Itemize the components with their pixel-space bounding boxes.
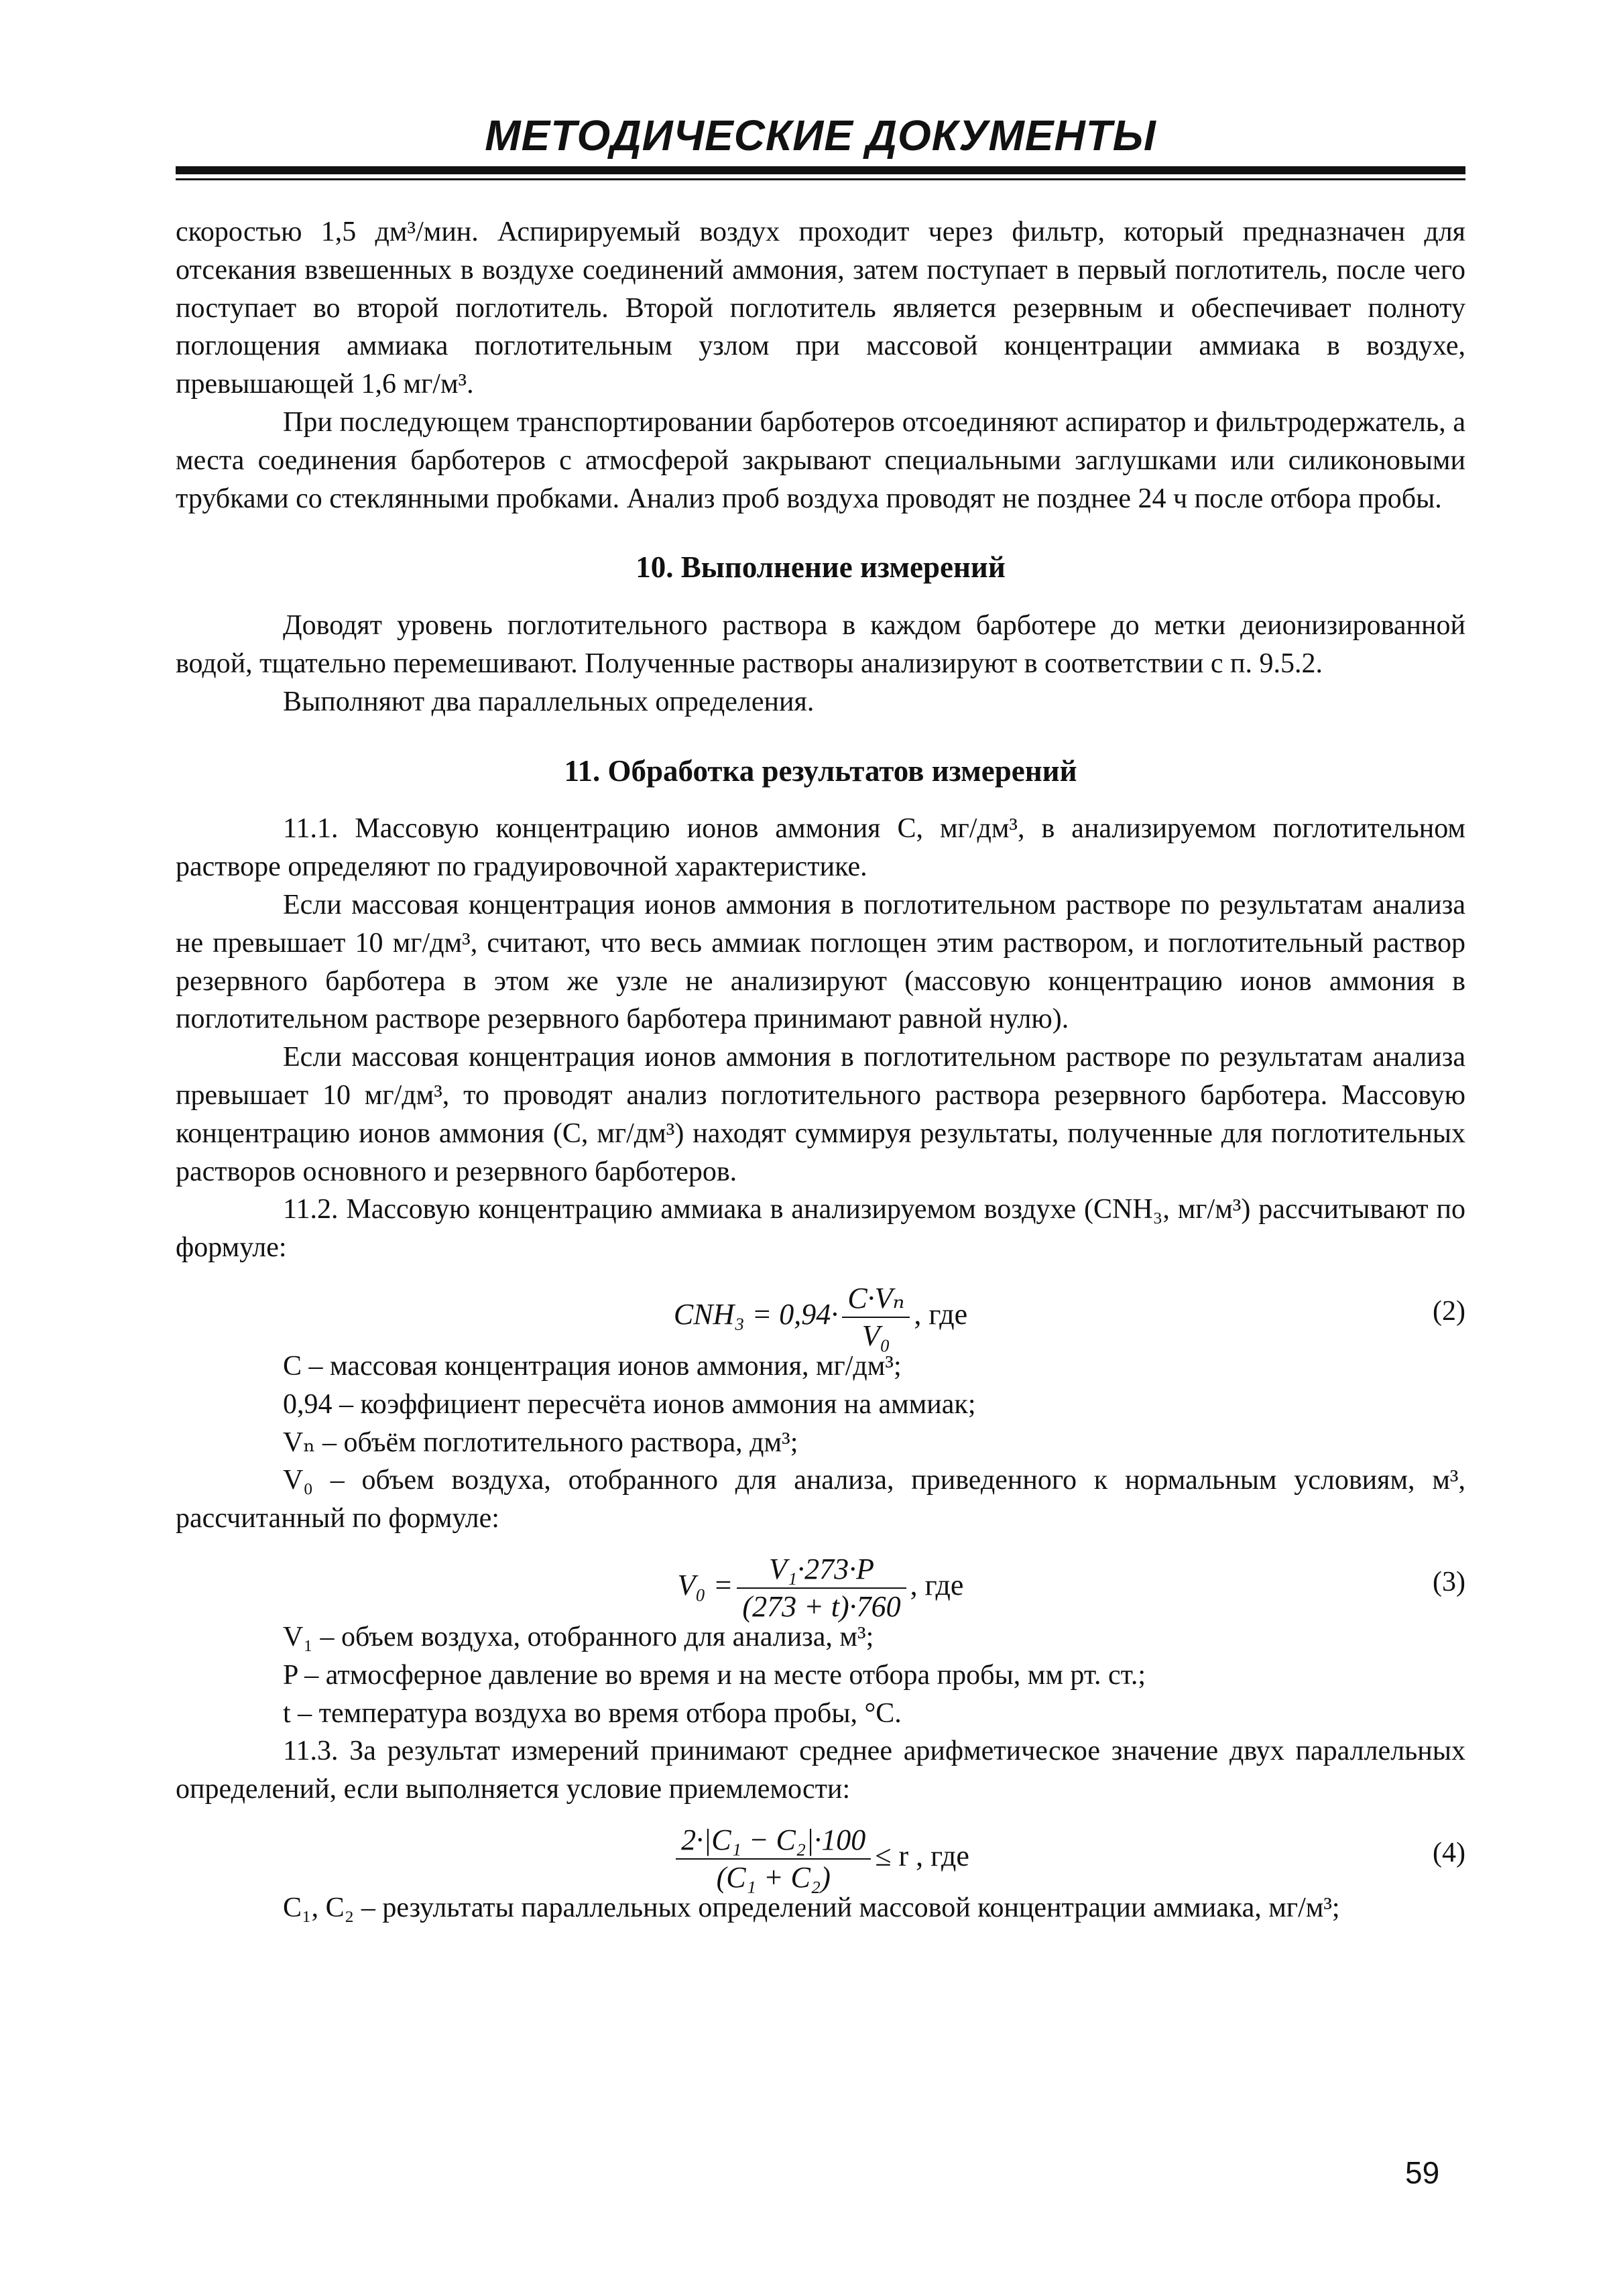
- formula-4: [176, 1809, 1465, 1894]
- formula-3: [176, 1538, 1465, 1623]
- formula-2-fraction: [842, 1280, 910, 1354]
- formula-4-denominator: (C₁ + C₂): [716, 1860, 831, 1894]
- formula-2-lhs: CNH₃ = 0,94·: [673, 1298, 839, 1331]
- formula-4-expression: [176, 1822, 1465, 1896]
- formula-3-expression: [176, 1551, 1465, 1625]
- body-text: [176, 213, 1465, 1927]
- paragraph-transport: При последующем транспортировании барботеров отсоединяют аспиратор и фильтродержатель, а места соединения барботеров с атмосферой закрывают специальными заглушками или силиконовыми трубками со стеклянными пробками. Анализ проб воздуха проводят не позднее 24 ч после отбора пробы.: [176, 406, 1465, 514]
- header-rule-thick: [176, 166, 1465, 174]
- definition-v0: V₀ – объем воздуха, отобранного для анализа, приведенного к нормальным условиям, м³, рассчитанный по формуле:: [176, 1465, 1465, 1534]
- formula-3-lhs: V₀ =: [677, 1569, 733, 1602]
- section-heading-11: 11. Обработка результатов измерений: [564, 753, 1077, 788]
- paragraph-11-1: 11.1. Массовую концентрацию ионов аммония C, мг/дм³, в анализируемом поглотительном растворе определяют по градуировочной характеристике.: [176, 813, 1465, 883]
- paragraph-s10-2: Выполняют два параллельных определения.: [283, 686, 815, 717]
- formula-3-number: (3): [1433, 1566, 1465, 1597]
- paragraph-11-2: 11.2. Массовую концентрацию аммиака в анализируемом воздухе (CNH₃, мг/м³) рассчитывают по формуле:: [176, 1194, 1465, 1264]
- section-heading-10: 10. Выполнение измерений: [636, 550, 1006, 585]
- definition-t: t – температура воздуха во время отбора пробы, °С.: [283, 1697, 902, 1729]
- formula-4-fraction: [676, 1822, 871, 1896]
- formula-3-fraction: [737, 1551, 906, 1625]
- formula-3-suffix: , где: [910, 1569, 964, 1602]
- formula-2-expression: [176, 1280, 1465, 1354]
- formula-3-denominator: (273 + t)·760: [742, 1589, 901, 1623]
- paragraph-11-1-cond-a: Если массовая концентрация ионов аммония в поглотительном растворе по результатам анализа не превышает 10 мг/дм³, считают, что весь аммиак поглощен этим раствором, и поглотительный раствор резервного барботера в этом же узле не анализируют (массовую концентрацию ионов аммония в поглотительном растворе резервного барботера принимают равной нулю).: [176, 889, 1465, 1035]
- formula-2-number: (2): [1433, 1295, 1465, 1327]
- formula-2-denominator: V₀: [861, 1319, 890, 1352]
- formula-4-number: (4): [1433, 1837, 1465, 1868]
- definition-094: 0,94 – коэффициент пересчёта ионов аммония на аммиак;: [283, 1388, 976, 1420]
- header-rule-thin: [176, 178, 1465, 180]
- definition-c1-c2: C₁, C₂ – результаты параллельных определений массовой концентрации аммиака, мг/м³;: [283, 1892, 1340, 1923]
- definition-p: P – атмосферное давление во время и на месте отбора пробы, мм рт. ст.;: [283, 1659, 1146, 1691]
- paragraph-s10-1: Доводят уровень поглотительного раствора в каждом барботере до метки деионизированной водой, тщательно перемешивают. Полученные растворы анализируют в соответствии с п. 9.5.2.: [176, 610, 1465, 679]
- definition-vn: Vₙ – объём поглотительного раствора, дм³;: [283, 1427, 798, 1458]
- formula-4-suffix: ≤ r , где: [875, 1839, 969, 1872]
- page-number: 59: [1405, 2155, 1440, 2190]
- formula-2-numerator: C·Vₙ: [842, 1280, 910, 1318]
- paragraph-11-1-cond-b: Если массовая концентрация ионов аммония в поглотительном растворе по результатам анализа превышает 10 мг/дм³, то проводят анализ поглотительного раствора резервного барботера. Массовую концентрацию ионов аммония (C, мг/дм³) находят суммируя результаты, полученные для поглотительных растворов основного и резервного барботеров.: [176, 1042, 1465, 1187]
- paragraph-aspiration: скоростью 1,5 дм³/мин. Аспирируемый воздух проходит через фильтр, который предназначен для отсекания взвешенных в воздухе соединений аммония, затем поступает в первый поглотитель, после чего поступает во второй поглотитель. Второй поглотитель является резервным и обеспечивает полноту поглощения аммиака поглотительным узлом при массовой концентрации аммиака в воздухе, превышающей 1,6 мг/м³.: [176, 217, 1465, 400]
- definition-c: C – массовая концентрация ионов аммония, мг/дм³;: [283, 1350, 902, 1382]
- definition-v1: V₁ – объем воздуха, отобранного для анализа, м³;: [283, 1621, 874, 1652]
- formula-4-numerator: 2·|C₁ − C₂|·100: [676, 1822, 871, 1860]
- paragraph-11-3: 11.3. За результат измерений принимают среднее арифметическое значение двух параллельных определений, если выполняется условие приемлемости:: [176, 1736, 1465, 1805]
- formula-3-numerator: V₁·273·P: [737, 1551, 906, 1589]
- formula-2-suffix: , где: [914, 1298, 968, 1331]
- formula-2: [176, 1267, 1465, 1352]
- page-header-title: МЕТОДИЧЕСКИЕ ДОКУМЕНТЫ: [485, 111, 1156, 160]
